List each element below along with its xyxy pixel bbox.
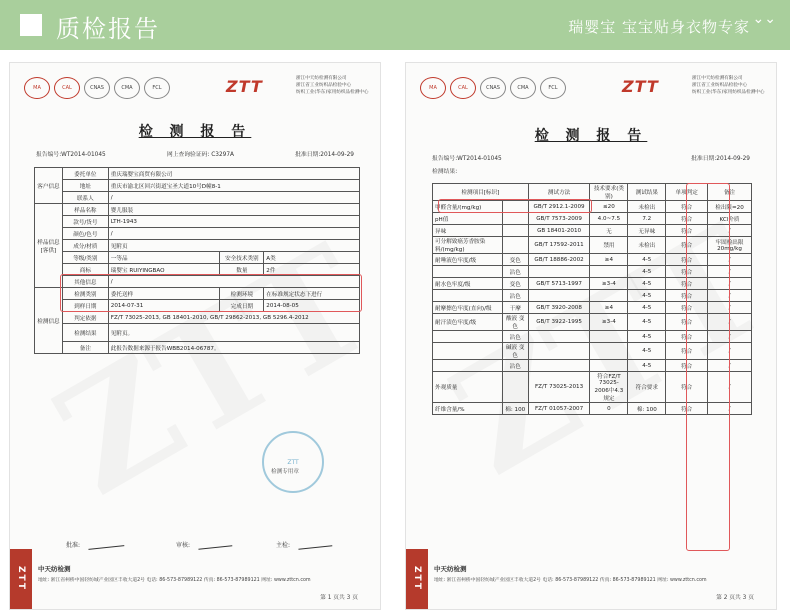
cell-judge: 符合: [666, 302, 708, 314]
header-banner: [0, 0, 790, 50]
cell-res: 7.2: [628, 213, 666, 225]
cert-logo: MA: [420, 77, 446, 99]
cell-note: /: [708, 314, 752, 331]
highlight-box: [60, 274, 362, 312]
cell-note: /: [708, 302, 752, 314]
cell-sub: [502, 225, 528, 237]
cell-sub: 棉: 100: [502, 403, 528, 415]
cell-method: GB/T 5713-1997: [528, 278, 590, 290]
cell-res: 4-5: [628, 302, 666, 314]
cell-req: [590, 331, 628, 343]
report-meta: [36, 149, 354, 158]
cell-item: [433, 343, 503, 360]
cell-method: GB/T 18886-2002: [528, 254, 590, 266]
cell-judge: 符合: [666, 278, 708, 290]
org-name: 浙江中天纺检测有限公司 浙江省工业纺织品检验中心 纺织工业(华东)家用纺织品检测中心: [296, 76, 369, 95]
footer-contact: 地址: 浙江省柯桥中国轻纺城产业园区丰收大道2号 电话: 86-573-87989122 传真: 86-573-87989121 网址: www.zttcn.com: [434, 578, 707, 583]
cell-req: [590, 290, 628, 302]
cert-logo: MA: [24, 77, 50, 99]
group-label: 样品信息[客供]: [35, 204, 63, 288]
cell-sub: 碱液 变色: [502, 343, 528, 360]
cell-req: [590, 266, 628, 278]
cell-method: GB/T 17592-2011: [528, 237, 590, 254]
cell-req: 禁用: [590, 237, 628, 254]
title-square-icon: [20, 14, 42, 36]
cell-method: FZ/T 73025-2013: [528, 372, 590, 403]
page-title: 质检报告: [56, 15, 160, 43]
cell-item: 耐汗渍色牢度/级: [433, 314, 503, 331]
cell-req: ≤20: [590, 201, 628, 213]
cell-note: 牢固检出限20mg/kg: [708, 237, 752, 254]
cell-sub: 干摩: [502, 302, 528, 314]
cell-judge: 符合: [666, 266, 708, 278]
cell-judge: 符合: [666, 372, 708, 403]
cell-item: 甲醛含量/(mg/kg): [433, 201, 503, 213]
brand-slogan: 瑞婴宝 宝宝贴身衣物专家: [568, 18, 750, 36]
cell-judge: 符合: [666, 360, 708, 372]
cell-res: 4-5: [628, 314, 666, 331]
cell-method: [528, 290, 590, 302]
cell-note: /: [708, 360, 752, 372]
cell-note: /: [708, 331, 752, 343]
chevron-down-icon[interactable]: ⌄⌄: [752, 11, 776, 27]
cell-sub: 变色: [502, 278, 528, 290]
results-table: 检测项目[标识] 测试方法 技术要求(类别) 测试结果 单项判定 备注 甲醛含量/(mg/kg) GB/T 2912.1-2009 ≤20 未检出 符合 检出限=20 pH值 GB/T 7573-2009 4.0~7.5 7.2 符合 KCl介质 异味 GB 18401-2010 无 无异味 符合 / 可分解致癌芳香胺染料/(mg/kg) GB/T 17592-2011 禁用 未检出 符合 牢固检出限20mg/kg 耐唾液色牢度/级 变色 GB/T 18886-2002 ≥4 4-5 符合 / 沾色 4-5 符合 / 耐水色牢度/级 变色 GB/T 5713-1997 ≥3-4 4-5 符合 / 沾色 4-5 符合 / 耐摩擦色牢度(直向)/级 干摩 GB/T 3920-2008 ≥4 4-5 符合 / 耐汗渍色牢度/级 酸液 变色 GB/T 3922-1995 ≥3-4 4-5 符合 / 沾色 4-5 符合 / 碱液 变色 4-5 符合 / 沾色 4-5 符合 / 外观质量 FZ/T 73025-2013 符合FZ/T 73025-2006中4.3规定 符合要求 符合 / 纤维含量/% 棉: 100 FZ/T 01057-2007 0 棉: 100 符合 /: [432, 183, 752, 415]
cell-res: 棉: 100: [628, 403, 666, 415]
cell-req: ≥4: [590, 302, 628, 314]
cell-judge: 符合: [666, 314, 708, 331]
footer-logo: ZTT: [406, 549, 428, 609]
cell-note: 检出限=20: [708, 201, 752, 213]
cell-sub: 沾色: [502, 266, 528, 278]
cell-res: 符合要求: [628, 372, 666, 403]
cell-res: 4-5: [628, 254, 666, 266]
report-page-1: MA CAL CNAS CMA FCL ZTT 浙江中天纺检测有限公司 浙江省工业纺织品检验中心 纺织工业(华东)家用纺织品检测中心 检 测 报 告 报告编号:WT2014-01045 网上查询验证码: C3297A 批准日期:2014-09-29 客户信息 委托单位 重庆瑞婴宝商贸有限公司 地址 重庆市渝北区回兴街道宝圣大道10号D幢8-1 联系人 / 样品信息[客供] 样品名称 婴儿服装 款号/货号 LTH-1943 颜色/色号 / 成分/材质 见附页 等级/类别 一等品 安全技术类别 A类 商标 瑞婴宝 RUIYINGBAO 数量 2件 其他信息 / 检测信息 检测类别 委托送样 检测环境 在标准规定状态下进行 到样日期 2014-07-31 完成日期 2014-08-05 判定依据 FZ/T 73025-2013, GB 18401-2010, GB/T 29862-2013, GB 5296.4-2012 检测结果 见附页。 备注 此报告数据来源于报告WBB2014-06787。 ZTT 检测专用章 批准: 审核: 主检: ZTT 中天纺检测 地址: 浙江省柯桥中国轻纺城产业园区丰收大道2号 电话: 86-573-87989122 传真: 86-573-87989121 网址: www.zttcn.com 第 1 页共 3 页: [9, 62, 381, 610]
results-label: 检测结果:: [432, 169, 458, 175]
cell-sub: 酸液 变色: [502, 314, 528, 331]
footer-contact: 地址: 浙江省柯桥中国轻纺城产业园区丰收大道2号 电话: 86-573-87989122 传真: 86-573-87989121 网址: www.zttcn.com: [38, 578, 311, 583]
cell-note: /: [708, 403, 752, 415]
cell-sub: 沾色: [502, 290, 528, 302]
page-number: 第 1 页共 3 页: [320, 595, 358, 601]
cell-judge: 符合: [666, 225, 708, 237]
cell-judge: 符合: [666, 290, 708, 302]
cell-note: /: [708, 372, 752, 403]
cell-judge: 符合: [666, 237, 708, 254]
group-label: 客户信息: [35, 168, 63, 204]
cell-judge: 符合: [666, 254, 708, 266]
cert-logo: CAL: [54, 77, 80, 99]
cell-item: 纤维含量/%: [433, 403, 503, 415]
cell-req: 0: [590, 403, 628, 415]
cell-note: /: [708, 254, 752, 266]
seal-stamp: ZTT: [262, 431, 324, 493]
footer-company: 中天纺检测: [38, 565, 71, 573]
cell-judge: 符合: [666, 201, 708, 213]
cell-method: GB/T 2912.1-2009: [528, 201, 590, 213]
cell-req: ≥3-4: [590, 314, 628, 331]
info-table: 客户信息 委托单位 重庆瑞婴宝商贸有限公司 地址 重庆市渝北区回兴街道宝圣大道10号D幢8-1 联系人 / 样品信息[客供] 样品名称 婴儿服装 款号/货号 LTH-1943 颜色/色号 / 成分/材质 见附页 等级/类别 一等品 安全技术类别 A类 商标 瑞婴宝 RUIYINGBAO 数量 2件 其他信息 / 检测信息 检测类别 委托送样 检测环境 在标准规定状态下进行 到样日期 2014-07-31 完成日期 2014-08-05 判定依据 FZ/T 73025-2013, GB 18401-2010, GB/T 29862-2013, GB 5296.4-2012 检测结果 见附页。 备注 此报告数据来源于报告WBB2014-06787。: [34, 167, 360, 354]
cert-logos: [420, 77, 566, 99]
cell-sub: 沾色: [502, 331, 528, 343]
cell-req: 4.0~7.5: [590, 213, 628, 225]
signature: [198, 538, 233, 550]
cell-sub: 沾色: [502, 360, 528, 372]
cell-req: ≥3-4: [590, 278, 628, 290]
cell-method: GB/T 7573-2009: [528, 213, 590, 225]
cell-method: [528, 266, 590, 278]
cell-req: ≥4: [590, 254, 628, 266]
cell-res: 4-5: [628, 360, 666, 372]
approval-date: 批准日期:2014-09-29: [691, 156, 750, 162]
cell-judge: 符合: [666, 403, 708, 415]
cell-item: 耐水色牢度/级: [433, 278, 503, 290]
signature: [88, 538, 125, 550]
cell-judge: 符合: [666, 213, 708, 225]
approval-date: 批准日期:2014-09-29: [295, 152, 354, 158]
cell-req: [590, 360, 628, 372]
cell-note: /: [708, 290, 752, 302]
cell-method: GB/T 3920-2008: [528, 302, 590, 314]
cell-note: /: [708, 343, 752, 360]
cell-item: pH值: [433, 213, 503, 225]
cert-logo: CNAS: [84, 77, 110, 99]
cell-method: GB/T 3922-1995: [528, 314, 590, 331]
report-number: 报告编号:WT2014-01045: [36, 152, 106, 158]
footer-company: 中天纺检测: [434, 565, 467, 573]
highlight-box: [438, 199, 592, 213]
brand-logo: ZTT: [226, 77, 263, 96]
cert-logo: FCL: [144, 77, 170, 99]
cell-req: 符合FZ/T 73025-2006中4.3规定: [590, 372, 628, 403]
cert-logo: CNAS: [480, 77, 506, 99]
org-name: 浙江中天纺检测有限公司 浙江省工业纺织品检验中心 纺织工业(华东)家用纺织品检测中心: [692, 76, 765, 95]
cert-logo: CMA: [114, 77, 140, 99]
cell-item: 外观质量: [433, 372, 503, 403]
cell-method: FZ/T 01057-2007: [528, 403, 590, 415]
cell-item: [433, 266, 503, 278]
stamp-label: 检测专用章: [271, 469, 299, 475]
cell-sub: [502, 237, 528, 254]
report-meta: [432, 153, 750, 162]
cell-note: KCl介质: [708, 213, 752, 225]
cell-sub: 变色: [502, 254, 528, 266]
cell-item: 耐摩擦色牢度(直向)/级: [433, 302, 503, 314]
footer-logo: ZTT: [10, 549, 32, 609]
cell-note: /: [708, 225, 752, 237]
cell-res: 未检出: [628, 237, 666, 254]
page-number: 第 2 页共 3 页: [716, 595, 754, 601]
cell-res: 4-5: [628, 266, 666, 278]
cell-item: [433, 290, 503, 302]
cell-method: [528, 331, 590, 343]
report-page-2: [405, 62, 777, 610]
cell-res: 未检出: [628, 201, 666, 213]
cell-req: 无: [590, 225, 628, 237]
cell-req: [590, 343, 628, 360]
cert-logos: [24, 77, 170, 99]
cell-judge: 符合: [666, 331, 708, 343]
cell-res: 4-5: [628, 278, 666, 290]
cert-logo: CMA: [510, 77, 536, 99]
highlight-box: [686, 183, 730, 551]
cert-logo: CAL: [450, 77, 476, 99]
cell-res: 4-5: [628, 331, 666, 343]
query-code: 网上查询验证码: C3297A: [166, 152, 234, 158]
report-number: 报告编号:WT2014-01045: [432, 156, 502, 162]
cell-method: [528, 343, 590, 360]
cell-sub: [502, 372, 528, 403]
cell-res: 无异味: [628, 225, 666, 237]
report-title: 检 测 报 告: [138, 124, 252, 140]
cell-judge: 符合: [666, 343, 708, 360]
cell-item: [433, 360, 503, 372]
group-label: 检测信息: [35, 288, 63, 354]
cell-res: 4-5: [628, 343, 666, 360]
cell-method: GB 18401-2010: [528, 225, 590, 237]
cell-method: [528, 360, 590, 372]
cert-logo: FCL: [540, 77, 566, 99]
signature: [298, 538, 333, 550]
report-title: 检 测 报 告: [534, 128, 648, 144]
cell-note: /: [708, 278, 752, 290]
cell-res: 4-5: [628, 290, 666, 302]
cell-item: 可分解致癌芳香胺染料/(mg/kg): [433, 237, 503, 254]
cell-note: /: [708, 266, 752, 278]
cell-item: 耐唾液色牢度/级: [433, 254, 503, 266]
cell-sub: [502, 213, 528, 225]
brand-logo: ZTT: [622, 77, 659, 96]
cell-item: [433, 331, 503, 343]
cell-item: 异味: [433, 225, 503, 237]
